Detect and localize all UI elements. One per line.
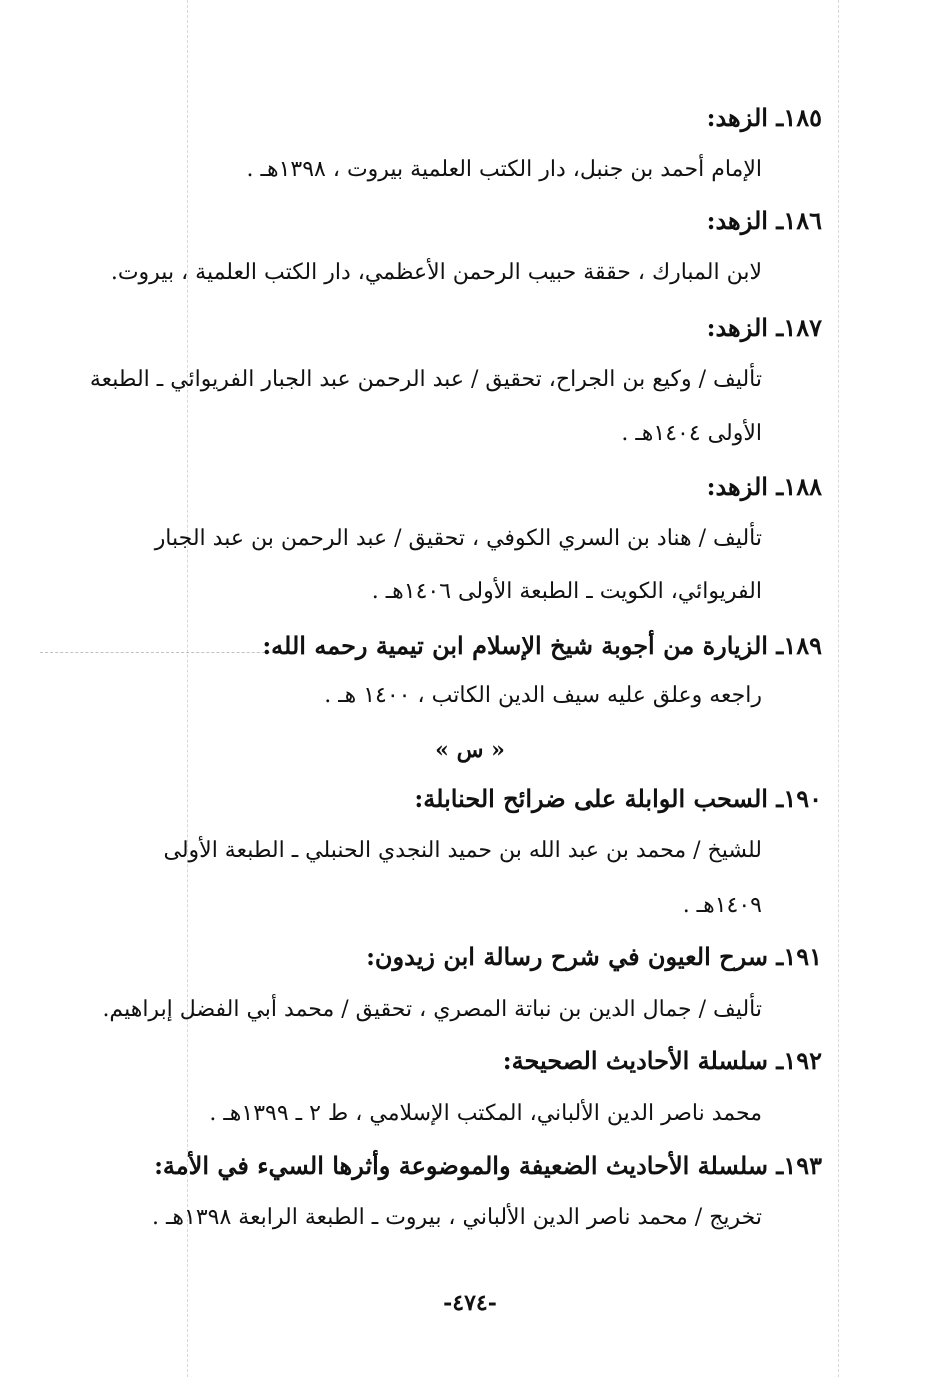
entry-line: تخريج / محمد ناصر الدين الألباني ، بيروت ـ الطبعة الرابعة ١٣٩٨هـ . (151, 1205, 762, 1230)
entry-line: لابن المبارك ، حققة حبيب الرحمن الأعظمي، دار الكتب العلمية ، بيروت. (110, 260, 762, 285)
section-letter: « س » (435, 737, 505, 763)
scan-artifact-line (40, 652, 290, 653)
scan-artifact-line (838, 0, 839, 1377)
entry-heading: ١٨٥ـ الزهد: (706, 103, 822, 132)
page-number: -٤٧٤- (443, 1290, 497, 1316)
entry-heading: ١٩١ـ سرح العيون في شرح رسالة ابن زيدون: (366, 942, 822, 971)
entry-heading: ١٩٢ـ سلسلة الأحاديث الصحيحة: (502, 1046, 822, 1075)
entry-heading: ١٩٣ـ سلسلة الأحاديث الضعيفة والموضوعة وأثرها السيء في الأمة: (154, 1151, 822, 1180)
entry-line: الأولى ١٤٠٤هـ . (621, 421, 762, 446)
entry-line: ١٤٠٩هـ . (682, 893, 762, 918)
entry-line: للشيخ / محمد بن عبد الله بن حميد النجدي الحنبلي ـ الطبعة الأولى (163, 838, 762, 863)
entry-line: الفريوائي، الكويت ـ الطبعة الأولى ١٤٠٦هـ . (371, 579, 762, 604)
entry-line: الإمام أحمد بن جنبل، دار الكتب العلمية بيروت ، ١٣٩٨هـ . (246, 157, 762, 182)
entry-line: تأليف / هناد بن السري الكوفي ، تحقيق / عبد الرحمن بن عبد الجبار (154, 526, 762, 551)
entry-heading: ١٨٦ـ الزهد: (706, 206, 822, 235)
entry-heading: ١٨٩ـ الزيارة من أجوبة شيخ الإسلام ابن تيمية رحمه الله: (262, 631, 822, 660)
entry-line: محمد ناصر الدين الألباني، المكتب الإسلامي ، ط ٢ ـ ١٣٩٩هـ . (209, 1101, 762, 1126)
entry-line: تأليف / جمال الدين بن نباتة المصري ، تحقيق / محمد أبي الفضل إبراهيم. (102, 997, 762, 1022)
entry-line: تأليف / وكيع بن الجراح، تحقيق / عبد الرحمن عبد الجبار الفريوائي ـ الطبعة (89, 367, 762, 392)
entry-heading: ١٨٧ـ الزهد: (706, 313, 822, 342)
entry-heading: ١٨٨ـ الزهد: (706, 472, 822, 501)
entry-line: راجعه وعلق عليه سيف الدين الكاتب ، ١٤٠٠ هـ . (324, 683, 762, 708)
entry-heading: ١٩٠ـ السحب الوابلة على ضرائح الحنابلة: (414, 784, 822, 813)
